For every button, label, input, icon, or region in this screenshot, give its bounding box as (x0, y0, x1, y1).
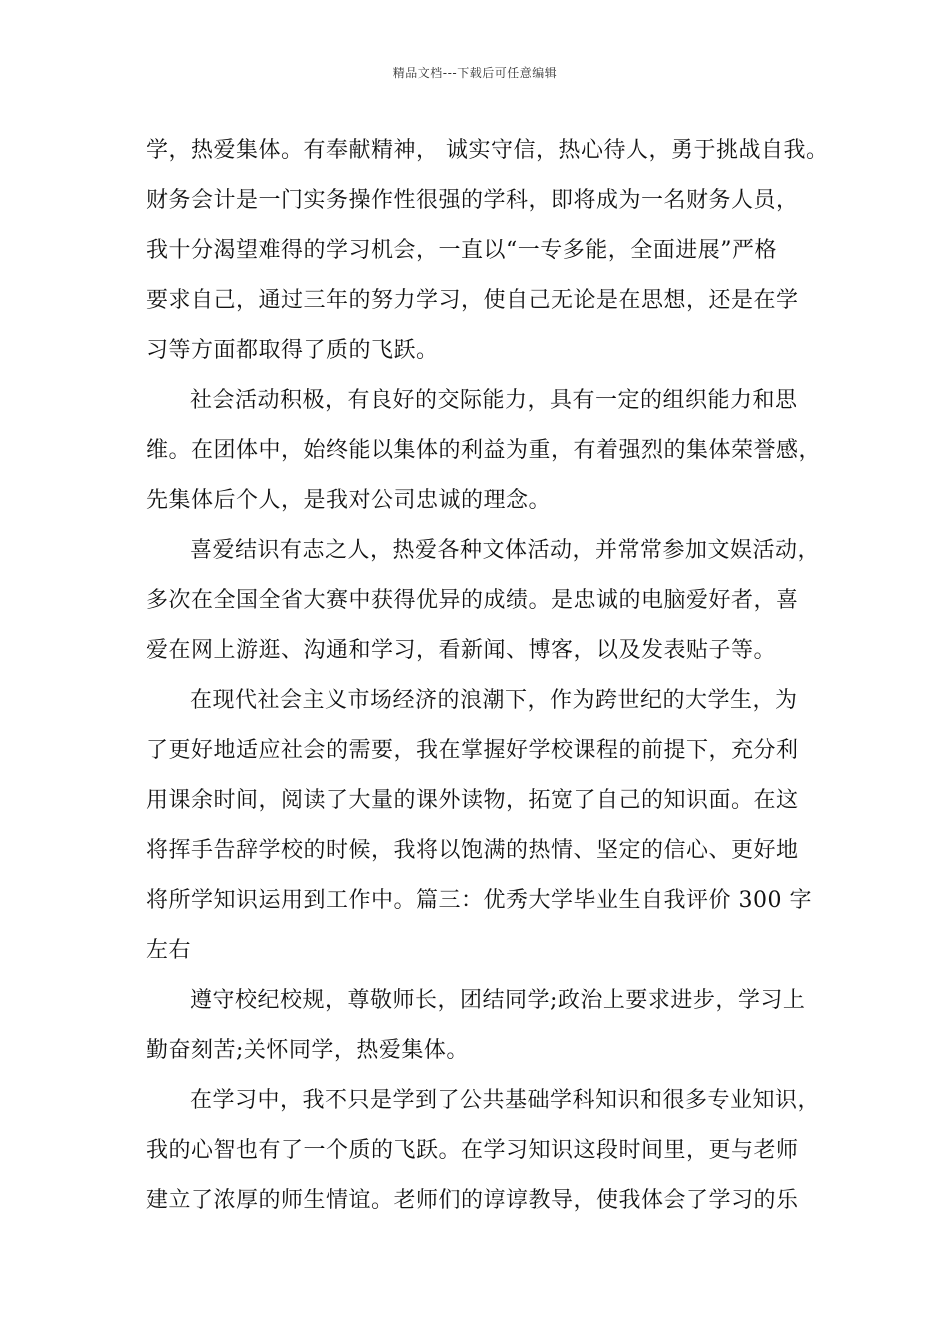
text-line: 爱在网上游逛、沟通和学习，看新闻、博客，以及发表贴子等。 (146, 638, 777, 663)
text-line: 多次在全国全省大赛中获得优异的成绩。是忠诚的电脑爱好者，喜 (146, 588, 799, 613)
paragraph-start-line: 喜爱结识有志之人，热爱各种文体活动，并常常参加文娱活动， (190, 538, 821, 563)
text-line: 学，热爱集体。有奉献精神， 诚实守信，热心待人，勇于挑战自我。 (146, 138, 829, 163)
text-line: 先集体后个人，是我对公司忠诚的理念。 (146, 488, 552, 513)
page-header: 精品文档---下载后可任意编辑 (392, 66, 558, 80)
paragraph-start-line: 社会活动积极，有良好的交际能力，具有一定的组织能力和思 (190, 388, 798, 413)
text-line: 左右 (146, 938, 192, 963)
text-line: 用课余时间，阅读了大量的课外读物，拓宽了自己的知识面。在这 (146, 788, 799, 813)
paragraph-start-line: 在学习中，我不只是学到了公共基础学科知识和很多专业知识， (190, 1088, 821, 1113)
text-line: 将挥手告辞学校的时候，我将以饱满的热情、坚定的信心、更好地 (146, 838, 799, 863)
text-line: 我的心智也有了一个质的飞跃。在学习知识这段时间里，更与老师 (146, 1138, 799, 1163)
document-body (146, 126, 829, 1226)
text-line: 建立了浓厚的师生情谊。老师们的谆谆教导，使我体会了学习的乐 (146, 1188, 799, 1213)
text-line: 我十分渴望难得的学习机会，一直以“一专多能，全面进展”严格 (146, 238, 777, 263)
text-line: 了更好地适应社会的需要，我在掌握好学校课程的前提下，充分利 (146, 738, 799, 763)
text-line: 要求自己，通过三年的努力学习，使自己无论是在思想，还是在学 (146, 288, 799, 313)
text-line: 勤奋刻苦;关怀同学，热爱集体。 (146, 1038, 469, 1063)
text-line: 将所学知识运用到工作中。篇三：优秀大学毕业生自我评价 300 字 (146, 888, 812, 913)
text-line: 习等方面都取得了质的飞跃。 (146, 338, 439, 363)
paragraph-start-line: 在现代社会主义市场经济的浪潮下，作为跨世纪的大学生，为 (190, 688, 798, 713)
text-line: 财务会计是一门实务操作性很强的学科，即将成为一名财务人员， (146, 188, 799, 213)
paragraph-start-line: 遵守校纪校规，尊敬师长，团结同学;政治上要求进步，学习上 (190, 988, 806, 1013)
text-line: 维。在团体中，始终能以集体的利益为重，有着强烈的集体荣誉感， (146, 438, 822, 463)
